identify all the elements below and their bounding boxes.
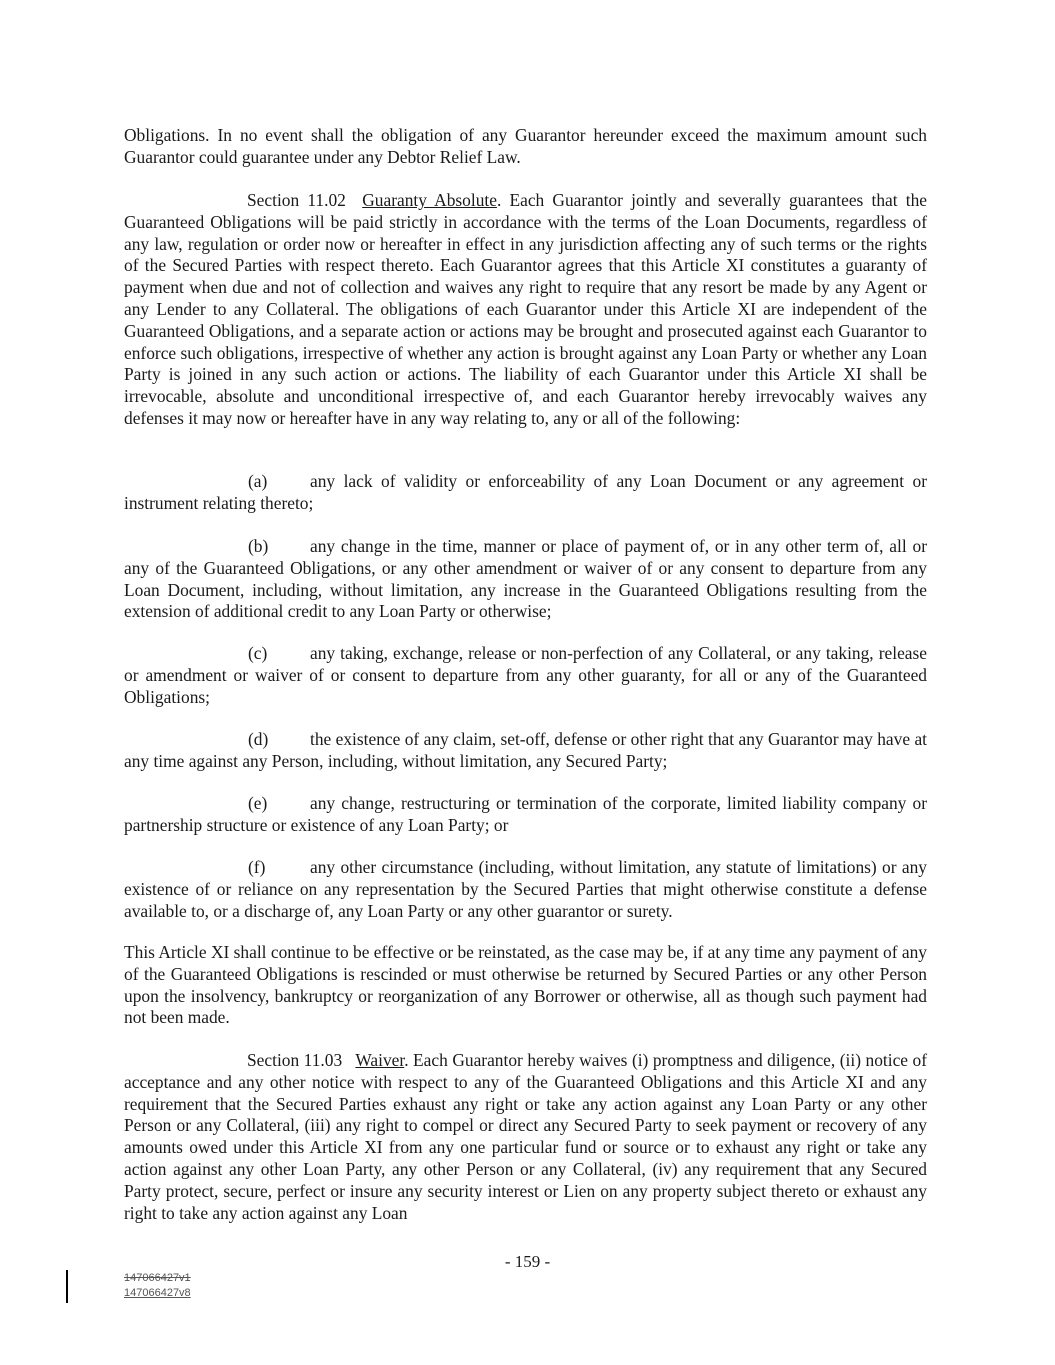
doc-id-new: 147066427v8 (124, 1287, 191, 1299)
item-label: (f) (248, 857, 266, 877)
doc-id-old: 147066427v1 (124, 1272, 191, 1284)
page-number: - 159 - (504, 1252, 551, 1271)
item-label: (a) (248, 471, 268, 491)
reinstatement-paragraph-block (124, 942, 927, 1029)
change-bar (66, 1270, 68, 1303)
item-label: (c) (248, 643, 268, 663)
item-b (124, 536, 927, 623)
item-text: the existence of any claim, set-off, defense or other right that any Guarantor may have at any time against any Person, including, without limitation, any Secured Party; (124, 729, 927, 771)
item-label: (b) (248, 536, 269, 556)
item-a (124, 471, 927, 515)
page-body (124, 125, 927, 169)
section-heading: Guaranty Absolute (362, 190, 497, 210)
document-ids (124, 1271, 191, 1301)
item-text: any change in the time, manner or place of payment of, or in any other term of, all or any of the Guaranteed Obligations, or any other amendment or waiver of or any consent to departure from any Loan Document, including, without limitation, any increase in the Guaranteed Obligations resulting from the extension of additional credit to any Loan Party or otherwise; (124, 536, 927, 622)
item-text: any taking, exchange, release or non-perfection of any Collateral, or any taking, release or amendment or waiver of or consent to departure from any other guaranty, for all or any of the Guaranteed Obligations; (124, 643, 927, 707)
section-body: . Each Guarantor hereby waives (i) promptness and diligence, (ii) notice of acceptance and any other notice with respect to any of the Guaranteed Obligations and this Article XI and any requirement that the Secured Parties exhaust any right or take any action against any Loan Party or any other Person or any Collateral, (iii) any right to compel or direct any Secured Party to seek payment or recovery of any amounts owed under this Article XI from any one particular fund or source or to exhaust any right or take any action against any other Loan Party, any other Person or any Collateral, (iv) any requirement that any Secured Party protect, secure, perfect or insure any security interest or Lien on any property subject thereto or exhaust any right to take any action against any Loan (124, 1050, 927, 1223)
item-text: any change, restructuring or termination of the corporate, limited liability company or partnership structure or existence of any Loan Party; or (124, 793, 927, 835)
item-e (124, 793, 927, 837)
continuation-paragraph: Obligations. In no event shall the obligation of any Guarantor hereunder exceed the maximum amount such Guarantor could guarantee under any Debtor Relief Law. (124, 125, 927, 167)
section-11-03 (124, 1050, 927, 1224)
section-11-02 (124, 190, 927, 430)
item-label: (d) (248, 729, 269, 749)
item-f (124, 857, 927, 922)
item-c (124, 643, 927, 708)
section-number: Section 11.02 (247, 190, 346, 210)
section-body: . Each Guarantor jointly and severally guarantees that the Guaranteed Obligations will be paid strictly in accordance with the terms of the Loan Documents, regardless of any law, regulation or order now or hereafter in effect in any jurisdiction affecting any of such terms or the rights of the Secured Parties with respect thereto. Each Guarantor agrees that this Article XI constitutes a guaranty of payment when due and not of collection and waives any right to require that any resort be made by any Agent or any Lender to any Collateral. The obligations of each Guarantor under this Article XI are independent of the Guaranteed Obligations, and a separate action or actions may be brought and prosecuted against each Guarantor to enforce such obligations, irrespective of whether any action is brought against any Loan Party or whether any Loan Party is joined in any such action or actions. The liability of each Guarantor under this Article XI shall be irrevocable, absolute and unconditional irrespective of, and each Guarantor hereby irrevocably waives any defenses it may now or hereafter have in any way relating to, any or all of the following: (124, 190, 927, 428)
item-text: any other circumstance (including, without limitation, any statute of limitations) or any existence of or reliance on any representation by the Secured Parties that might otherwise constitute a defense available to, or a discharge of, any Loan Party or any other guarantor or surety. (124, 857, 927, 921)
reinstatement-paragraph: This Article XI shall continue to be effective or be reinstated, as the case may be, if at any time any payment of any of the Guaranteed Obligations is rescinded or must otherwise be returned by Secured Parties or any other Person upon the insolvency, bankruptcy or reorganization of any Borrower or otherwise, all as though such payment had not been made. (124, 942, 927, 1028)
section-number: Section 11.03 (247, 1050, 343, 1070)
section-heading: Waiver (355, 1050, 405, 1070)
item-d (124, 729, 927, 773)
item-label: (e) (248, 793, 268, 813)
item-text: any lack of validity or enforceability of any Loan Document or any agreement or instrument relating thereto; (124, 471, 927, 513)
